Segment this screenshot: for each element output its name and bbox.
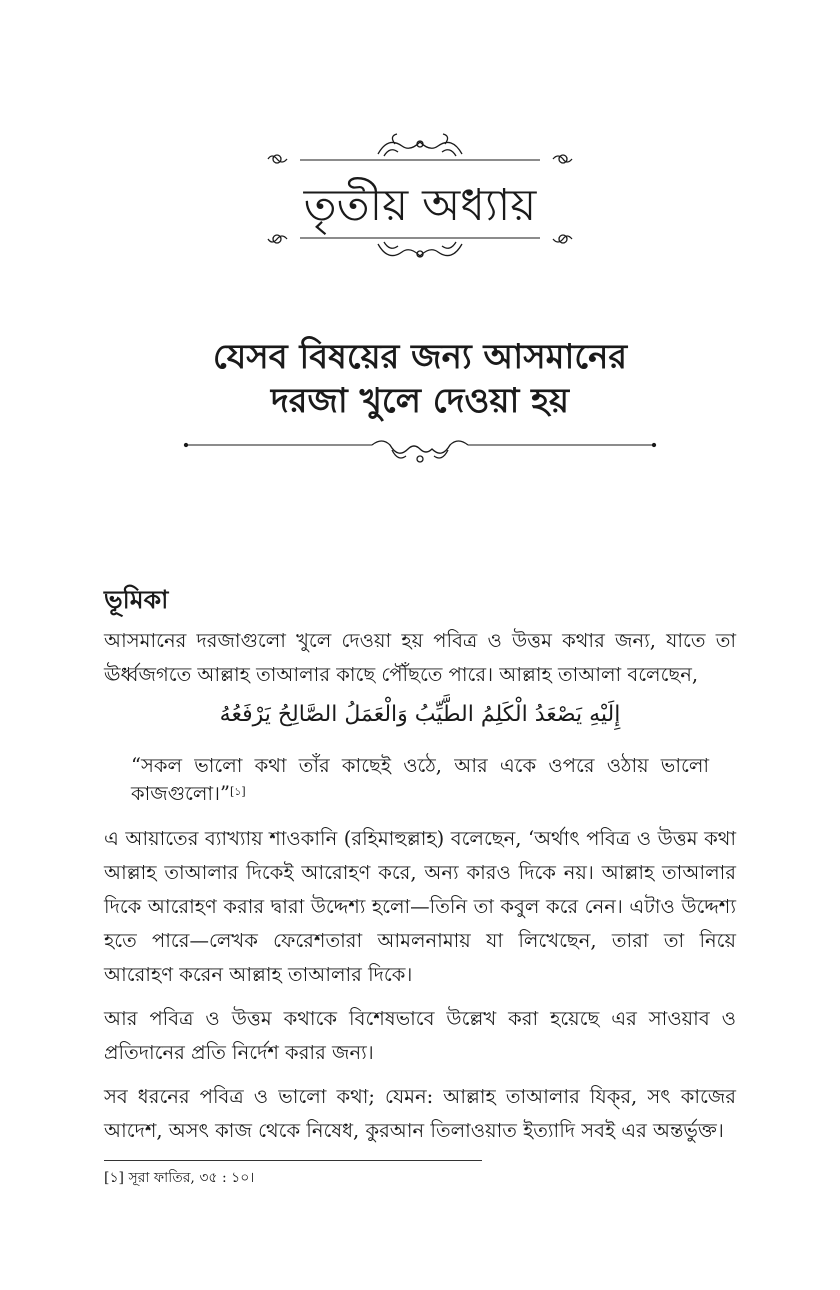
- section-title-line1: যেসব বিষয়ের জন্য আসমানের: [212, 337, 628, 377]
- intro-heading: ভূমিকা: [104, 585, 169, 614]
- top-flourish-ornament: [0, 130, 840, 170]
- footnote-divider: [104, 1160, 482, 1161]
- paragraph-3: আর পবিত্র ও উত্তম কথাকে বিশেষভাবে উল্লেখ করা হয়েছে এর সাওয়াব ও প্রতিদানের প্রতি নির্দেশ করার জন্য।: [104, 1007, 736, 1064]
- section-title-line2: দরজা খুলে দেওয়া হয়: [270, 381, 570, 421]
- chapter-underline-ornament: [0, 228, 840, 268]
- footnote-reference[interactable]: [১]: [230, 785, 246, 798]
- footnote: [১] সূরা ফাতির, ৩৫ : ১০।: [104, 1170, 255, 1186]
- verse-translation-quote: [131, 752, 709, 808]
- arabic-verse: إِلَيْهِ يَصْعَدُ الْكَلِمُ الطَّيِّبُ وَالْعَمَلُ الصَّالِحُ يَرْفَعُهُ: [219, 702, 621, 727]
- section-divider-ornament: [0, 432, 840, 472]
- paragraph-1: আসমানের দরজাগুলো খুলে দেওয়া হয় পবিত্র ও উত্তম কথার জন্য, যাতে তা ঊর্ধ্বজগতে আল্লাহ তাআলার কাছে পৌঁছতে পারে। আল্লাহ তাআলা বলেছেন,: [104, 629, 736, 686]
- quote-text: “সকল ভালো কথা তাঁর কাছেই ওঠে, আর একে ওপরে ওঠায় ভালো কাজগুলো।”: [131, 754, 709, 805]
- paragraph-2: এ আয়াতের ব্যাখ্যায় শাওকানি (রহিমাহুল্লাহ) বলেছেন, ‘অর্থাৎ পবিত্র ও উত্তম কথা আল্লাহ তাআলার দিকেই আরোহণ করে, অন্য কারও দিকে নয়। আল্লাহ তাআলার দিকে আরোহণ করার দ্বারা উদ্দেশ্য হলো—তিনি তা কবুল করে নেন। এটাও উদ্দেশ্য হতে পারে—লেখক ফেরেশতারা আমলনামায় যা লিখেছেন, তারা তা নিয়ে আরোহণ করেন আল্লাহ তাআলার দিকে।: [104, 827, 736, 986]
- paragraph-4: সব ধরনের পবিত্র ও ভালো কথা; যেমন: আল্লাহ তাআলার যিক্‌র, সৎ কাজের আদেশ, অসৎ কাজ থেকে নিষেধ, কুরআন তিলাওয়াত ইত্যাদি সবই এর অন্তর্ভুক্ত।: [104, 1085, 736, 1142]
- chapter-title: তৃতীয় অধ্যায়: [303, 180, 537, 231]
